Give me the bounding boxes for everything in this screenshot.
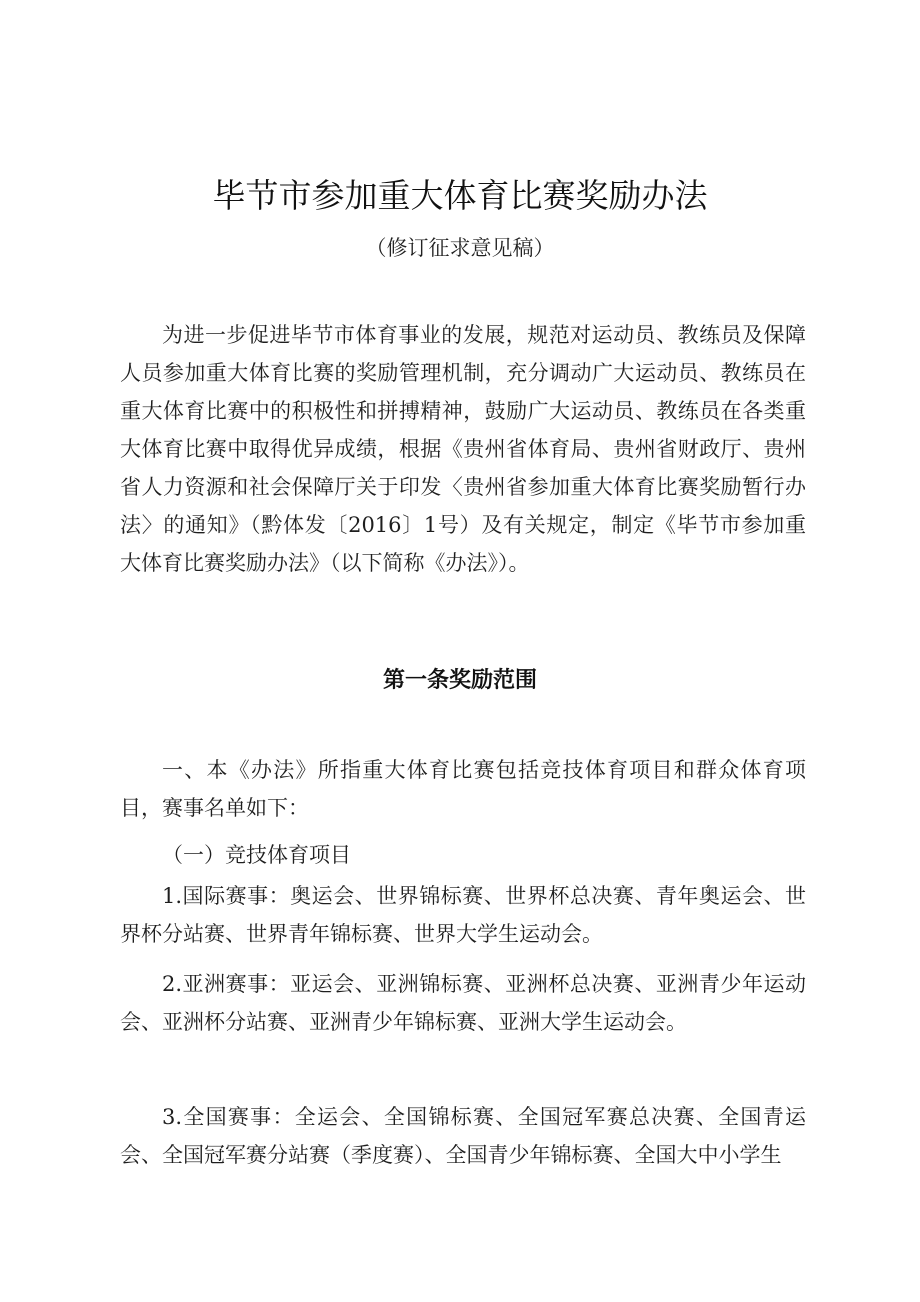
section-heading: 第一条奖励范围	[382, 668, 537, 693]
list-item: 2.亚洲赛事：亚运会、亚洲锦标赛、亚洲杯总决赛、亚洲青少年运动会、亚洲杯分站赛、亚洲青少年锦标赛、亚洲大学生运动会。	[120, 972, 806, 1034]
subsection-heading: （一）竞技体育项目	[162, 843, 351, 867]
scope-paragraph: 一、本《办法》所指重大体育比赛包括竞技体育项目和群众体育项目，赛事名单如下：	[120, 758, 806, 820]
list-item: 3.全国赛事：全运会、全国锦标赛、全国冠军赛总决赛、全国青运会、全国冠军赛分站赛（季度赛）、全国青少年锦标赛、全国大中小学生	[120, 1105, 806, 1167]
document-title: 毕节市参加重大体育比赛奖励办法	[212, 176, 708, 215]
list-item: 1.国际赛事：奥运会、世界锦标赛、世界杯总决赛、青年奥运会、世界杯分站赛、世界青年锦标赛、世界大学生运动会。	[120, 884, 806, 946]
intro-paragraph: 为进一步促进毕节市体育事业的发展，规范对运动员、教练员及保障人员参加重大体育比赛的奖励管理机制，充分调动广大运动员、教练员在重大体育比赛中的积极性和拼搏精神，鼓励广大运动员、教练员在各类重大体育比赛中取得优异成绩，根据《贵州省体育局、贵州省财政厅、贵州省人力资源和社会保障厅关于印发〈贵州省参加重大体育比赛奖励暂行办法〉的通知》（黔体发〔2016〕1号）及有关规定，制定《毕节市参加重大体育比赛奖励办法》（以下简称《办法》）。	[120, 323, 806, 575]
document-subtitle: （修订征求意见稿）	[365, 236, 555, 260]
